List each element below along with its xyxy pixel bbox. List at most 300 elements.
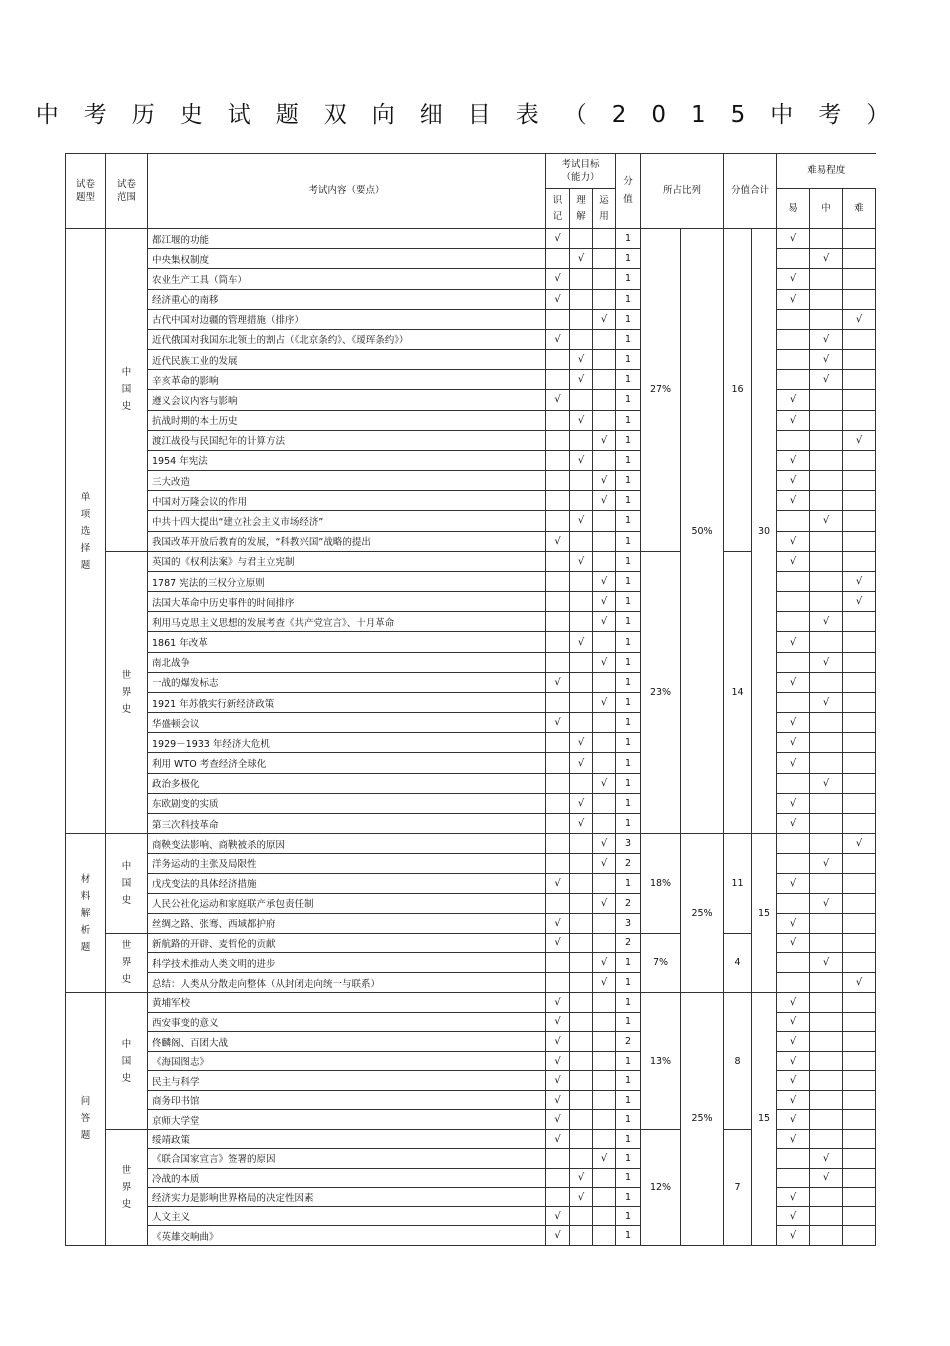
- score-cell: 1: [616, 289, 641, 309]
- hard-mark: [843, 632, 876, 652]
- hard-mark: [843, 551, 876, 571]
- content-cell: 政治多极化: [148, 773, 546, 793]
- question-type-label: 材料解析题: [80, 873, 91, 953]
- scope-label: 中国史: [121, 860, 132, 906]
- understand-mark: [570, 692, 593, 712]
- content-cell: 中共十四大提出“建立社会主义市场经济”: [148, 511, 546, 531]
- easy-mark: √: [777, 1051, 810, 1071]
- score-cell: 1: [616, 410, 641, 430]
- score-cell: 1: [616, 1168, 641, 1187]
- medium-mark: [810, 873, 843, 893]
- scope-subtotal-cell: 16: [724, 229, 752, 552]
- apply-mark: [593, 1012, 616, 1032]
- understand-mark: [570, 1207, 593, 1226]
- content-cell: 1921 年苏俄实行新经济政策: [148, 692, 546, 712]
- scope-label: 世界史: [121, 669, 132, 715]
- apply-mark: [593, 390, 616, 410]
- recall-mark: [546, 471, 570, 491]
- easy-mark: √: [777, 913, 810, 933]
- easy-mark: √: [777, 632, 810, 652]
- easy-mark: √: [777, 1110, 810, 1130]
- content-cell: 商务印书馆: [148, 1090, 546, 1110]
- understand-mark: [570, 713, 593, 733]
- understand-mark: [570, 1012, 593, 1032]
- understand-mark: [570, 672, 593, 692]
- recall-mark: √: [546, 873, 570, 893]
- medium-mark: √: [810, 511, 843, 531]
- medium-mark: [810, 1051, 843, 1071]
- hard-mark: [843, 854, 876, 874]
- apply-mark: [593, 1226, 616, 1245]
- score-cell: 1: [616, 551, 641, 571]
- content-cell: 科学技术推动人类文明的进步: [148, 953, 546, 973]
- header-subtotal: 分值合计: [724, 154, 777, 229]
- medium-mark: √: [810, 249, 843, 269]
- apply-mark: √: [593, 893, 616, 913]
- easy-mark: [777, 511, 810, 531]
- content-cell: 我国改革开放后教育的发展，“科教兴国”战略的提出: [148, 531, 546, 551]
- hard-mark: [843, 229, 876, 249]
- content-cell: 经济重心的南移: [148, 289, 546, 309]
- apply-mark: [593, 350, 616, 370]
- score-cell: 1: [616, 491, 641, 511]
- easy-mark: √: [777, 933, 810, 953]
- hard-mark: [843, 953, 876, 973]
- content-cell: 京师大学堂: [148, 1110, 546, 1130]
- content-cell: 西安事变的意义: [148, 1012, 546, 1032]
- header-ratio: 所占比列: [641, 154, 724, 229]
- recall-mark: [546, 430, 570, 450]
- easy-mark: [777, 652, 810, 672]
- medium-mark: [810, 309, 843, 329]
- header-score: 分值: [616, 154, 641, 229]
- content-cell: 《联合国家宣言》签署的原因: [148, 1149, 546, 1168]
- score-cell: 1: [616, 953, 641, 973]
- score-cell: 1: [616, 993, 641, 1013]
- medium-mark: [810, 289, 843, 309]
- understand-mark: [570, 471, 593, 491]
- score-cell: 1: [616, 309, 641, 329]
- header-type: 试卷题型: [66, 154, 106, 229]
- content-cell: 冷战的本质: [148, 1168, 546, 1187]
- apply-mark: [593, 1051, 616, 1071]
- easy-mark: [777, 1149, 810, 1168]
- score-cell: 1: [616, 873, 641, 893]
- score-cell: 1: [616, 1012, 641, 1032]
- hard-mark: [843, 1012, 876, 1032]
- easy-mark: [777, 893, 810, 913]
- easy-mark: √: [777, 269, 810, 289]
- scope-subtotal-cell: 4: [724, 933, 752, 993]
- score-cell: 1: [616, 733, 641, 753]
- apply-mark: [593, 1090, 616, 1110]
- scope-label: 世界史: [121, 1164, 132, 1210]
- scope-label: 中国史: [121, 1038, 132, 1084]
- medium-mark: √: [810, 1168, 843, 1187]
- easy-mark: √: [777, 1071, 810, 1091]
- easy-mark: √: [777, 551, 810, 571]
- understand-mark: [570, 531, 593, 551]
- easy-mark: [777, 592, 810, 612]
- understand-mark: [570, 289, 593, 309]
- score-cell: 1: [616, 672, 641, 692]
- hard-mark: [843, 993, 876, 1013]
- medium-mark: √: [810, 612, 843, 632]
- medium-mark: √: [810, 329, 843, 349]
- header-hard: 难: [843, 189, 876, 229]
- recall-mark: [546, 793, 570, 813]
- medium-mark: [810, 551, 843, 571]
- easy-mark: [777, 773, 810, 793]
- understand-mark: √: [570, 632, 593, 652]
- easy-mark: √: [777, 229, 810, 249]
- question-type-cell: [66, 993, 106, 1246]
- content-cell: 戊戌变法的具体经济措施: [148, 873, 546, 893]
- understand-mark: [570, 773, 593, 793]
- score-cell: 1: [616, 511, 641, 531]
- understand-mark: [570, 1051, 593, 1071]
- score-cell: 3: [616, 834, 641, 854]
- understand-mark: [570, 1071, 593, 1091]
- medium-mark: [810, 471, 843, 491]
- easy-mark: [777, 973, 810, 993]
- content-cell: 遵义会议内容与影响: [148, 390, 546, 410]
- content-cell: 英国的《权利法案》与君主立宪制: [148, 551, 546, 571]
- content-cell: 利用马克思主义思想的发展考查《共产党宣言》、十月革命: [148, 612, 546, 632]
- apply-mark: [593, 1207, 616, 1226]
- content-cell: 1787 宪法的三权分立原则: [148, 571, 546, 591]
- medium-mark: [810, 672, 843, 692]
- easy-mark: √: [777, 813, 810, 833]
- hard-mark: [843, 329, 876, 349]
- hard-mark: [843, 1090, 876, 1110]
- hard-mark: [843, 1129, 876, 1148]
- easy-mark: [777, 430, 810, 450]
- content-cell: 东欧剧变的实质: [148, 793, 546, 813]
- easy-mark: √: [777, 1090, 810, 1110]
- scope-ratio-cell: 27%: [641, 229, 681, 552]
- apply-mark: [593, 753, 616, 773]
- recall-mark: √: [546, 672, 570, 692]
- score-cell: 1: [616, 450, 641, 470]
- recall-mark: √: [546, 1051, 570, 1071]
- medium-mark: [810, 632, 843, 652]
- type-total-cell: 15: [752, 834, 777, 993]
- recall-mark: √: [546, 1090, 570, 1110]
- content-cell: 近代俄国对我国东北领土的割占（《北京条约》、《瑷珲条约》）: [148, 329, 546, 349]
- medium-mark: [810, 491, 843, 511]
- apply-mark: √: [593, 973, 616, 993]
- content-cell: 1861 年改革: [148, 632, 546, 652]
- score-cell: 1: [616, 813, 641, 833]
- hard-mark: [843, 913, 876, 933]
- scope-subtotal-cell: 7: [724, 1129, 752, 1245]
- score-cell: 1: [616, 249, 641, 269]
- easy-mark: [777, 854, 810, 874]
- recall-mark: √: [546, 1129, 570, 1148]
- recall-mark: [546, 1168, 570, 1187]
- understand-mark: [570, 1032, 593, 1052]
- scope-cell: [106, 551, 148, 833]
- easy-mark: √: [777, 1129, 810, 1148]
- apply-mark: [593, 873, 616, 893]
- hard-mark: [843, 933, 876, 953]
- understand-mark: [570, 491, 593, 511]
- scope-cell: [106, 229, 148, 552]
- medium-mark: √: [810, 854, 843, 874]
- score-cell: 1: [616, 350, 641, 370]
- recall-mark: [546, 450, 570, 470]
- medium-mark: √: [810, 773, 843, 793]
- scope-cell: [106, 1129, 148, 1245]
- medium-mark: [810, 571, 843, 591]
- apply-mark: √: [593, 1149, 616, 1168]
- easy-mark: √: [777, 1012, 810, 1032]
- hard-mark: [843, 652, 876, 672]
- understand-mark: [570, 854, 593, 874]
- hard-mark: [843, 813, 876, 833]
- apply-mark: [593, 329, 616, 349]
- header-scope: 试卷范围: [106, 154, 148, 229]
- medium-mark: [810, 1226, 843, 1245]
- apply-mark: [593, 632, 616, 652]
- medium-mark: √: [810, 1149, 843, 1168]
- score-cell: 1: [616, 773, 641, 793]
- recall-mark: [546, 813, 570, 833]
- question-type-label: 问答题: [80, 1096, 91, 1142]
- medium-mark: [810, 1110, 843, 1130]
- recall-mark: [546, 773, 570, 793]
- score-cell: 1: [616, 692, 641, 712]
- understand-mark: [570, 1129, 593, 1148]
- table-body: [66, 229, 876, 1246]
- score-cell: 2: [616, 893, 641, 913]
- apply-mark: √: [593, 652, 616, 672]
- easy-mark: √: [777, 491, 810, 511]
- content-cell: 民主与科学: [148, 1071, 546, 1091]
- easy-mark: [777, 350, 810, 370]
- easy-mark: [777, 1168, 810, 1187]
- hard-mark: √: [843, 571, 876, 591]
- hard-mark: [843, 753, 876, 773]
- easy-mark: √: [777, 713, 810, 733]
- hard-mark: [843, 491, 876, 511]
- score-cell: 1: [616, 1226, 641, 1245]
- apply-mark: [593, 933, 616, 953]
- understand-mark: √: [570, 249, 593, 269]
- score-cell: 1: [616, 571, 641, 591]
- apply-mark: √: [593, 592, 616, 612]
- table-row: [66, 993, 876, 1013]
- easy-mark: [777, 249, 810, 269]
- hard-mark: [843, 793, 876, 813]
- understand-mark: [570, 1226, 593, 1245]
- type-ratio-cell: 25%: [681, 993, 724, 1246]
- content-cell: 1954 年宪法: [148, 450, 546, 470]
- understand-mark: √: [570, 370, 593, 390]
- understand-mark: [570, 309, 593, 329]
- header-recall: 识记: [546, 189, 570, 229]
- scope-ratio-cell: 7%: [641, 933, 681, 993]
- medium-mark: [810, 834, 843, 854]
- score-cell: 3: [616, 913, 641, 933]
- apply-mark: √: [593, 692, 616, 712]
- hard-mark: [843, 471, 876, 491]
- medium-mark: [810, 1187, 843, 1206]
- content-cell: 总结：人类从分散走向整体（从封闭走向统一与联系）: [148, 973, 546, 993]
- score-cell: 1: [616, 632, 641, 652]
- recall-mark: [546, 632, 570, 652]
- easy-mark: √: [777, 390, 810, 410]
- recall-mark: √: [546, 1032, 570, 1052]
- apply-mark: [593, 229, 616, 249]
- apply-mark: √: [593, 854, 616, 874]
- understand-mark: √: [570, 450, 593, 470]
- medium-mark: [810, 1032, 843, 1052]
- medium-mark: [810, 229, 843, 249]
- apply-mark: [593, 1110, 616, 1130]
- hard-mark: [843, 1149, 876, 1168]
- content-cell: 《海国图志》: [148, 1051, 546, 1071]
- easy-mark: √: [777, 1207, 810, 1226]
- medium-mark: [810, 450, 843, 470]
- easy-mark: √: [777, 993, 810, 1013]
- medium-mark: √: [810, 893, 843, 913]
- score-cell: 1: [616, 793, 641, 813]
- question-type-cell: [66, 229, 106, 834]
- easy-mark: √: [777, 793, 810, 813]
- apply-mark: [593, 1032, 616, 1052]
- content-cell: 渡江战役与民国纪年的计算方法: [148, 430, 546, 450]
- content-cell: 洋务运动的主张及局限性: [148, 854, 546, 874]
- table-row: [66, 229, 876, 249]
- type-total-cell: 15: [752, 993, 777, 1246]
- understand-mark: [570, 269, 593, 289]
- medium-mark: [810, 430, 843, 450]
- medium-mark: √: [810, 652, 843, 672]
- scope-subtotal-cell: 11: [724, 834, 752, 933]
- medium-mark: [810, 973, 843, 993]
- hard-mark: [843, 289, 876, 309]
- recall-mark: [546, 350, 570, 370]
- hard-mark: √: [843, 973, 876, 993]
- medium-mark: [810, 813, 843, 833]
- content-cell: 辛亥革命的影响: [148, 370, 546, 390]
- score-cell: 1: [616, 753, 641, 773]
- easy-mark: [777, 370, 810, 390]
- content-cell: 第三次科技革命: [148, 813, 546, 833]
- hard-mark: [843, 511, 876, 531]
- content-cell: 南北战争: [148, 652, 546, 672]
- recall-mark: √: [546, 1207, 570, 1226]
- hard-mark: √: [843, 592, 876, 612]
- content-cell: 利用 WTO 考查经济全球化: [148, 753, 546, 773]
- recall-mark: [546, 834, 570, 854]
- easy-mark: √: [777, 1187, 810, 1206]
- hard-mark: [843, 1207, 876, 1226]
- hard-mark: [843, 893, 876, 913]
- medium-mark: [810, 713, 843, 733]
- easy-mark: √: [777, 450, 810, 470]
- recall-mark: [546, 953, 570, 973]
- easy-mark: √: [777, 1032, 810, 1052]
- easy-mark: √: [777, 289, 810, 309]
- scope-ratio-cell: 13%: [641, 993, 681, 1130]
- understand-mark: [570, 834, 593, 854]
- hard-mark: [843, 1110, 876, 1130]
- apply-mark: √: [593, 309, 616, 329]
- content-cell: 人文主义: [148, 1207, 546, 1226]
- understand-mark: √: [570, 511, 593, 531]
- apply-mark: [593, 1187, 616, 1206]
- content-cell: 中国对万隆会议的作用: [148, 491, 546, 511]
- score-cell: 1: [616, 1149, 641, 1168]
- easy-mark: √: [777, 531, 810, 551]
- scope-subtotal-cell: 14: [724, 551, 752, 833]
- medium-mark: [810, 753, 843, 773]
- recall-mark: [546, 511, 570, 531]
- content-cell: 农业生产工具（筒车）: [148, 269, 546, 289]
- recall-mark: [546, 370, 570, 390]
- scope-cell: [106, 834, 148, 933]
- content-cell: 绥靖政策: [148, 1129, 546, 1148]
- score-cell: 1: [616, 652, 641, 672]
- hard-mark: [843, 733, 876, 753]
- easy-mark: [777, 953, 810, 973]
- hard-mark: [843, 370, 876, 390]
- easy-mark: √: [777, 1226, 810, 1245]
- apply-mark: [593, 913, 616, 933]
- score-cell: 1: [616, 1129, 641, 1148]
- easy-mark: √: [777, 672, 810, 692]
- apply-mark: [593, 1168, 616, 1187]
- score-cell: 1: [616, 1090, 641, 1110]
- recall-mark: √: [546, 1110, 570, 1130]
- header-medium: 中: [810, 189, 843, 229]
- understand-mark: [570, 973, 593, 993]
- hard-mark: [843, 773, 876, 793]
- score-cell: 1: [616, 531, 641, 551]
- apply-mark: √: [593, 471, 616, 491]
- understand-mark: [570, 953, 593, 973]
- medium-mark: [810, 993, 843, 1013]
- easy-mark: √: [777, 753, 810, 773]
- apply-mark: √: [593, 773, 616, 793]
- hard-mark: [843, 1051, 876, 1071]
- scope-subtotal-cell: 8: [724, 993, 752, 1130]
- apply-mark: [593, 269, 616, 289]
- hard-mark: [843, 531, 876, 551]
- recall-mark: √: [546, 531, 570, 551]
- score-cell: 1: [616, 1051, 641, 1071]
- easy-mark: [777, 329, 810, 349]
- apply-mark: √: [593, 834, 616, 854]
- score-cell: 1: [616, 471, 641, 491]
- recall-mark: [546, 410, 570, 430]
- content-cell: 《英雄交响曲》: [148, 1226, 546, 1245]
- medium-mark: [810, 410, 843, 430]
- understand-mark: [570, 1090, 593, 1110]
- hard-mark: [843, 390, 876, 410]
- content-cell: 一战的爆发标志: [148, 672, 546, 692]
- recall-mark: √: [546, 269, 570, 289]
- score-cell: 1: [616, 592, 641, 612]
- apply-mark: √: [593, 571, 616, 591]
- understand-mark: [570, 571, 593, 591]
- apply-mark: √: [593, 953, 616, 973]
- medium-mark: [810, 1012, 843, 1032]
- recall-mark: √: [546, 1012, 570, 1032]
